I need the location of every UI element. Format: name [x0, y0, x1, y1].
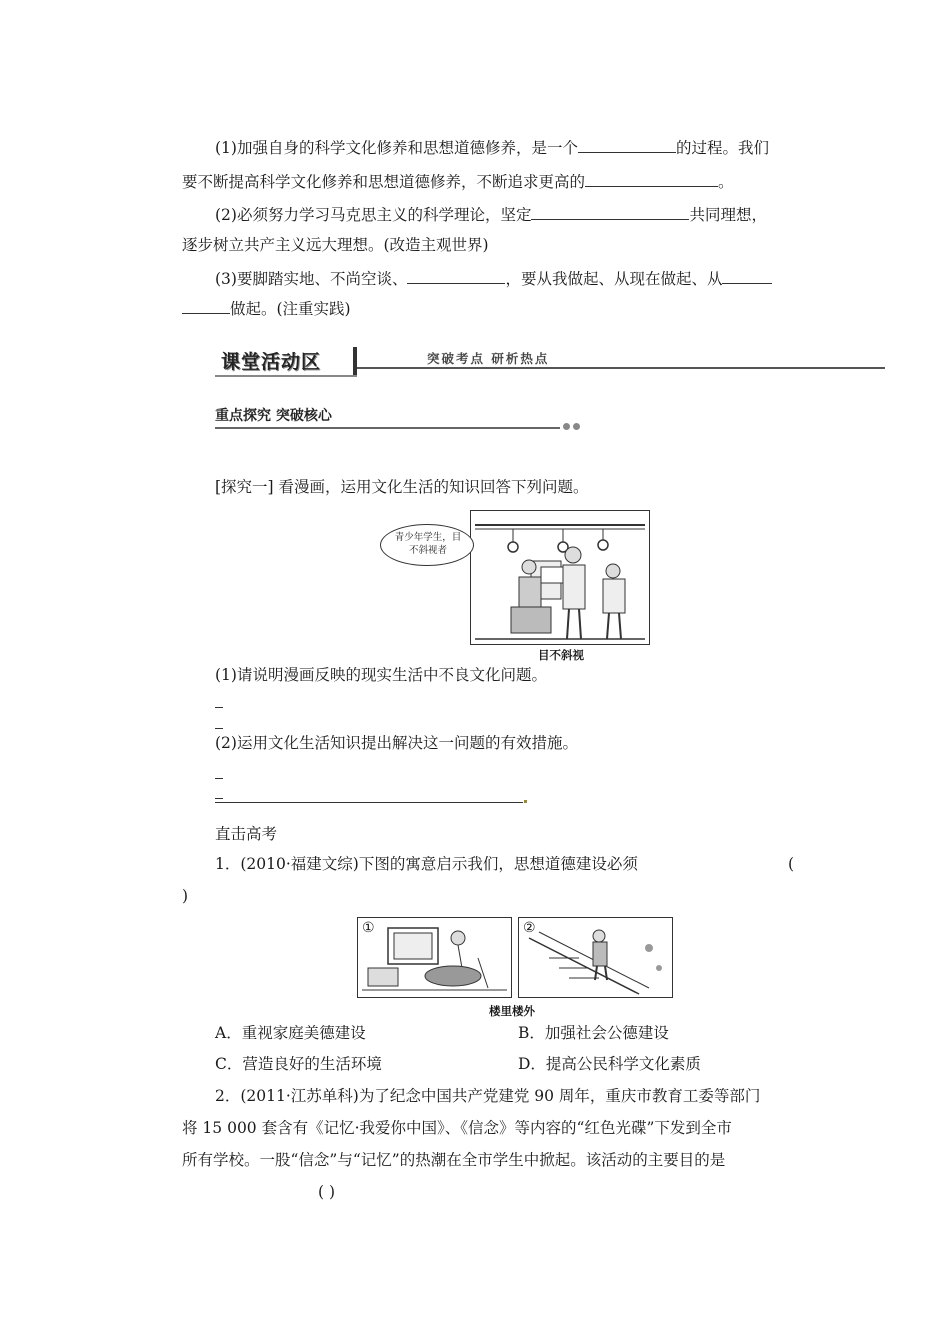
option-a[interactable]: A．重视家庭美德建设 — [215, 1024, 366, 1042]
figure-panel-2-drawing — [519, 918, 672, 997]
figure-label-2: ② — [523, 920, 536, 936]
p2-blank-1[interactable] — [531, 203, 689, 220]
banner-title: 课堂活动区 — [221, 351, 322, 373]
cartoon-drawing — [471, 511, 649, 644]
p1-line1-text-b: 的过程。我们 — [675, 139, 769, 157]
option-d[interactable]: D．提高公民科学文化素质 — [518, 1055, 701, 1073]
figure-panel-1-drawing — [358, 918, 511, 997]
figure-caption: 楼里楼外 — [489, 1004, 535, 1018]
cartoon-bubble-text: 青少年学生，目不斜视者 — [394, 532, 462, 556]
answer-dash-3 — [215, 778, 223, 779]
cartoon-image — [470, 510, 650, 645]
figure-panel-1 — [357, 917, 512, 998]
answer-dash-4 — [215, 798, 223, 799]
cartoon-caption: 目不斜视 — [538, 648, 584, 662]
p3-line1-text-b: ，要从我做起、从现在做起、从 — [505, 270, 723, 288]
banner-rule — [357, 367, 885, 369]
answer-dash-1 — [215, 707, 223, 708]
p1-line2 — [182, 170, 734, 193]
explore-prompt: [探究一] 看漫画，运用文化生活的知识回答下列问题。 — [215, 478, 589, 496]
p2-line2: 逐步树立共产主义远大理想。(改造主观世界) — [182, 236, 489, 254]
p1-line1-text-a: (1)加强自身的科学文化修养和思想道德修养，是一个 — [215, 139, 578, 157]
figure-label-1: ① — [362, 920, 375, 936]
banner-underline — [215, 375, 357, 377]
banner-subtitle: 突破考点 研析热点 — [427, 351, 550, 366]
exam-q1-paren-close: ) — [182, 887, 189, 905]
figure-panel-2 — [518, 917, 673, 998]
p1-blank-2[interactable] — [585, 170, 718, 187]
exam-q1-paren-open: ( — [788, 855, 795, 873]
section-heading — [215, 403, 585, 433]
exam-q1-stem: 1．(2010·福建文综)下图的寓意启示我们，思想道德建设必须 — [215, 855, 638, 873]
p3-blank-2[interactable] — [722, 267, 772, 284]
p1-line1 — [215, 136, 769, 159]
p1-line2-text-b: 。 — [718, 173, 734, 191]
answer-line[interactable] — [215, 802, 523, 803]
p3-line1 — [215, 267, 772, 290]
exam-heading: 直击高考 — [215, 825, 278, 843]
explore-q1: (1)请说明漫画反映的现实生活中不良文化问题。 — [215, 666, 547, 684]
p2-line1 — [215, 203, 767, 226]
exam-q2-line2: 将 15 000 套含有《记忆·我爱你中国》、《信念》等内容的“红色光碟”下发到全市 — [182, 1119, 732, 1137]
p3-line1-text-a: (3)要脚踏实地、不尚空谈、 — [215, 270, 408, 288]
exam-q2-line1: 2．(2011·江苏单科)为了纪念中国共产党建党 90 周年，重庆市教育工委等部门 — [215, 1087, 761, 1105]
answer-dash-2 — [215, 728, 223, 729]
p1-blank-1[interactable] — [578, 136, 676, 153]
section-heading-title: 重点探究 突破核心 — [215, 408, 332, 424]
p2-line1-text-a: (2)必须努力学习马克思主义的科学理论，坚定 — [215, 206, 532, 224]
option-c[interactable]: C．营造良好的生活环境 — [215, 1055, 382, 1073]
explore-q2: (2)运用文化生活知识提出解决这一问题的有效措施。 — [215, 734, 578, 752]
p3-blank-1[interactable] — [407, 267, 505, 284]
p3-line2 — [182, 297, 351, 320]
p2-line1-text-b: 共同理想， — [689, 206, 767, 224]
exam-q2-line3: 所有学校。一股“信念”与“记忆”的热潮在全市学生中掀起。该活动的主要目的是 — [182, 1151, 726, 1169]
p3-line2-text-b: 做起。(注重实践) — [230, 300, 351, 318]
p3-blank-2-cont[interactable] — [182, 297, 230, 314]
cartoon-speech-bubble — [380, 524, 474, 566]
option-b[interactable]: B．加强社会公德建设 — [518, 1024, 669, 1042]
section-dot-2 — [573, 423, 580, 430]
section-dot-1 — [563, 423, 570, 430]
answer-dot — [524, 800, 527, 803]
banner-bar — [353, 347, 357, 375]
section-banner — [215, 345, 885, 381]
section-heading-rule — [215, 427, 560, 429]
exam-q2-paren: ( ) — [318, 1183, 336, 1201]
p1-line2-text-a: 要不断提高科学文化修养和思想道德修养，不断追求更高的 — [182, 173, 586, 191]
